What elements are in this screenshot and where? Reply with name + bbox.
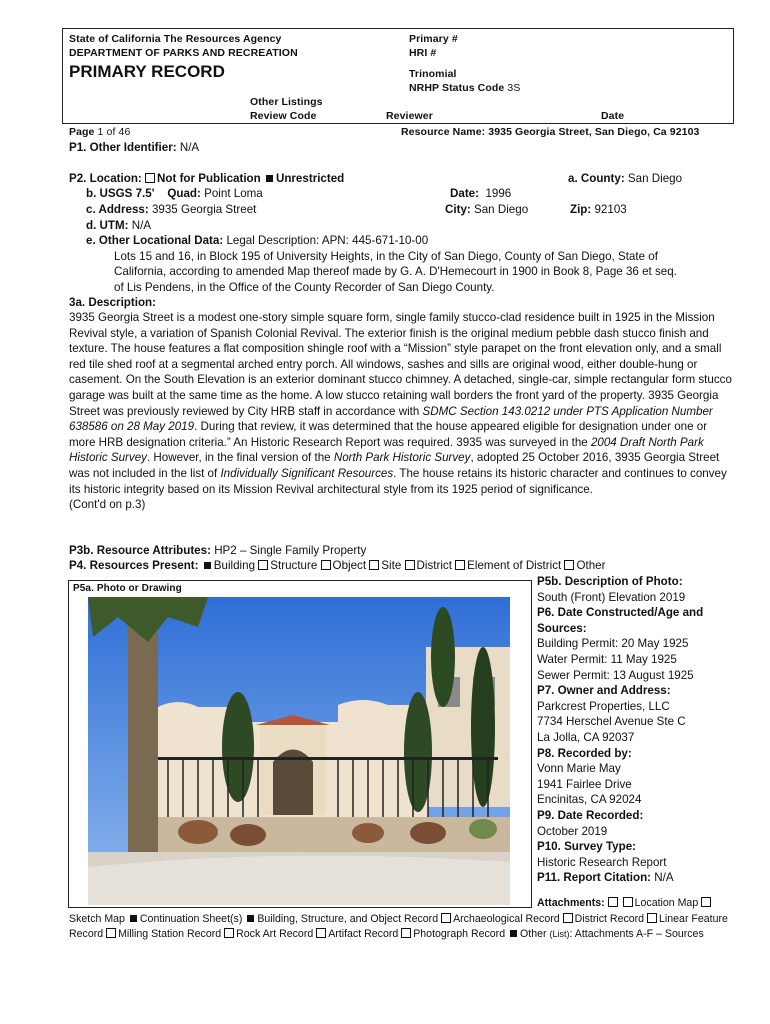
structure-checkbox[interactable]	[258, 560, 268, 570]
attachments-list	[69, 912, 739, 942]
rock-art-option: Rock Art Record	[236, 928, 314, 941]
usgs-date-label: Date:	[450, 187, 479, 200]
other-loc-line-1: Legal Description: APN: 445-671-10-00	[226, 234, 429, 247]
county	[568, 171, 682, 187]
description-label: 3a. Description:	[69, 296, 156, 309]
p6-label-line-1: P6. Date Constructed/Age and	[537, 606, 704, 620]
linear-feature-option: Linear Feature Record	[69, 913, 728, 941]
owner-name: Parkcrest Properties, LLC	[537, 699, 670, 713]
p6-label-line-2: Sources:	[537, 621, 587, 635]
district-option: District	[416, 559, 452, 572]
p11-value: N/A	[654, 871, 674, 885]
page-number: 1	[97, 126, 104, 138]
building-option: Building	[213, 559, 256, 572]
agency-text: State of California The Resources Agency	[69, 33, 282, 45]
photo-label: P5a. Photo or Drawing	[73, 583, 182, 594]
nrhp-status-value: 3S	[507, 82, 521, 94]
linear-feature-checkbox[interactable]	[647, 913, 657, 923]
city-value: San Diego	[474, 203, 529, 216]
description-text-4: , adopted 25 October 2016, 3935 Georgia Street was not included in the list of	[69, 451, 720, 480]
photograph-option: Photograph Record	[413, 928, 506, 941]
other-locational-data	[86, 233, 428, 249]
continuation-option: Continuation Sheet(s)	[139, 913, 243, 925]
owner-street: 7734 Herschel Avenue Ste C	[537, 715, 686, 729]
p11-report-citation	[537, 870, 737, 886]
quad-value: Point Loma	[204, 187, 263, 200]
hri-number-label: HRI #	[409, 47, 437, 59]
structure-option: Structure	[270, 559, 318, 572]
not-for-publication-checkbox[interactable]	[145, 173, 155, 183]
resources-present	[69, 558, 605, 574]
attachments-label: Attachments:	[537, 897, 605, 909]
usgs-label: b. USGS 7.5'	[86, 187, 155, 200]
p1-label: P1. Other Identifier:	[69, 141, 177, 154]
p11-label: P11. Report Citation:	[537, 871, 652, 885]
p5b-label: P5b. Description of Photo:	[537, 575, 683, 588]
unrestricted-checkbox-checked[interactable]	[266, 175, 273, 182]
object-option: Object	[332, 559, 367, 572]
recorder-street: 1941 Fairlee Drive	[537, 777, 632, 791]
zip-value: 92103	[594, 203, 627, 216]
p8-label: P8. Recorded by:	[537, 746, 632, 760]
page-label: Page	[69, 126, 95, 138]
district-record-checkbox[interactable]	[563, 913, 573, 923]
city-label: City:	[445, 203, 471, 216]
house-photo	[88, 597, 510, 905]
county-value: San Diego	[627, 172, 683, 185]
archaeological-option: Archaeological Record	[453, 913, 560, 925]
description-text-2: . During that review, it was determined that the house appeared eligible for designation under one or more HRB designation criteria.” An Historic Research Report was required. 3935 was surveyed in the	[69, 420, 708, 449]
other-record-checkbox-checked[interactable]	[510, 930, 517, 937]
other-loc-line-3: California, according to amended Map thereof made by G. A. D'Hemecourt in 1900 in Book 8, Page 36 et seq.	[114, 265, 677, 278]
address-label: c. Address:	[86, 203, 149, 216]
city	[445, 202, 528, 218]
utm-value: N/A	[131, 219, 152, 232]
p2-location	[69, 171, 344, 187]
p1-value: N/A	[179, 141, 200, 154]
element-of-district-option: Element of District	[467, 559, 562, 572]
milling-station-option: Milling Station Record	[118, 928, 222, 941]
description-paragraph	[69, 310, 735, 513]
department-text: DEPARTMENT OF PARKS AND RECREATION	[69, 47, 298, 59]
location-map-option: Location Map	[634, 897, 699, 909]
district-record-option: District Record	[574, 913, 645, 925]
p9-value: October 2019	[537, 824, 608, 838]
location-map-checkbox[interactable]	[623, 897, 633, 907]
archaeological-checkbox[interactable]	[441, 913, 451, 923]
p9-label: P9. Date Recorded:	[537, 808, 644, 822]
description-text-3: . However, in the final version of the	[146, 451, 334, 465]
other-record-option: Other	[520, 928, 547, 941]
continuation-checkbox-checked[interactable]	[130, 915, 137, 922]
reviewer-label: Reviewer	[386, 110, 433, 122]
recorder-name: Vonn Marie May	[537, 762, 621, 776]
sketch-map-option: Sketch Map	[69, 913, 125, 925]
usgs-date	[450, 186, 511, 202]
site-checkbox[interactable]	[369, 560, 379, 570]
owner-city: La Jolla, CA 92037	[537, 730, 635, 744]
description-italic-4: Individually Significant Resources	[220, 466, 394, 480]
other-option: Other	[576, 559, 606, 572]
usgs-quad	[86, 186, 263, 202]
usgs-date-value: 1996	[485, 187, 512, 200]
building-permit: Building Permit: 20 May 1925	[537, 637, 689, 651]
other-checkbox[interactable]	[564, 560, 574, 570]
other-loc-line-4: of Lis Pendens, in the Office of the County Recorder of San Diego County.	[114, 281, 495, 294]
p7-label: P7. Owner and Address:	[537, 684, 671, 698]
continued-note: (Cont'd on p.3)	[69, 498, 146, 512]
building-checkbox-checked[interactable]	[204, 562, 211, 569]
photograph-checkbox[interactable]	[401, 928, 411, 938]
not-for-publication-label: Not for Publication	[157, 172, 261, 185]
zip	[570, 202, 627, 218]
resources-present-label: P4. Resources Present:	[69, 559, 199, 572]
other-loc-label: e. Other Locational Data:	[86, 234, 224, 247]
description-italic-2: 2004 Draft North Park Historic Survey	[69, 435, 704, 465]
review-code-label: Review Code	[250, 110, 317, 122]
sketch-map-checkbox[interactable]	[701, 897, 711, 907]
recorder-city: Encinitas, CA 92024	[537, 793, 642, 807]
address	[86, 202, 256, 218]
date-label: Date	[601, 110, 625, 122]
list-note: (List)	[549, 929, 570, 940]
quad-label: Quad:	[167, 187, 201, 200]
bso-option: Building, Structure, and Object Record	[257, 913, 439, 925]
page-indicator	[69, 126, 130, 138]
description-italic-1: SDMC Section 143.0212 under PTS Application Number 638586 on 28 May 2019	[69, 404, 713, 434]
other-listings-label: Other Listings	[250, 96, 323, 108]
site-option: Site	[381, 559, 402, 572]
object-checkbox[interactable]	[321, 560, 331, 570]
address-value: 3935 Georgia Street	[151, 203, 257, 216]
description-text-5: . The house retains its historic character and continues to convey its historic integrity based on its Mission Revival architectural style from its 1925 period of significance.	[69, 466, 727, 496]
sewer-permit: Sewer Permit: 13 August 1925	[537, 668, 694, 682]
zip-label: Zip:	[570, 203, 592, 216]
milling-station-checkbox[interactable]	[106, 928, 116, 938]
description-italic-3: North Park Historic Survey	[333, 451, 471, 465]
resource-attributes	[69, 543, 366, 559]
artifact-option: Artifact Record	[328, 928, 399, 941]
other-loc-line-2: Lots 15 and 16, in Block 195 of University Heights, in the City of San Diego, County of San Diego, State of	[114, 250, 658, 263]
trinomial-label: Trinomial	[409, 68, 457, 80]
county-label: a. County:	[568, 172, 625, 185]
attachments-checkbox[interactable]	[608, 897, 618, 907]
water-permit: Water Permit: 11 May 1925	[537, 652, 677, 666]
p10-value: Historic Research Report	[537, 855, 667, 869]
nrhp-status-label: NRHP Status Code	[409, 82, 505, 94]
p5b-value: South (Front) Elevation 2019	[537, 590, 686, 604]
bso-checkbox-checked[interactable]	[247, 915, 254, 922]
attachments-line	[537, 897, 713, 909]
page-total: 46	[118, 126, 131, 138]
district-checkbox[interactable]	[405, 560, 415, 570]
primary-number-label: Primary #	[409, 33, 458, 45]
utm	[86, 218, 151, 234]
nrhp-status	[409, 82, 520, 94]
element-of-district-checkbox[interactable]	[455, 560, 465, 570]
p2-label: P2. Location:	[69, 172, 142, 185]
p1-other-identifier	[69, 140, 199, 156]
resource-name: Resource Name: 3935 Georgia Street, San Diego, Ca 92103	[401, 126, 700, 138]
rock-art-checkbox[interactable]	[224, 928, 234, 938]
p10-label: P10. Survey Type:	[537, 840, 637, 854]
artifact-checkbox[interactable]	[316, 928, 326, 938]
resource-attributes-value: HP2 – Single Family Property	[214, 544, 367, 557]
form-title: PRIMARY RECORD	[69, 62, 225, 81]
description-text-1: 3935 Georgia Street is a modest one-story simple square form, single family stucco-clad residence built in 1925 in the Mission Revival style, a variation of Spanish Colonial Revival. The exterior finish is the original medium pebble dash stucco finish and texture. The house features a flat composition shingle roof with a “Mission” style parapet on the front elevation only, and a small red tile shed roof at a segmental arched entry porch. All windows, sashes and sills are original wood, either double-hung or casement. On the South Elevation is an exterior dominant stucco chimney. A detached, single-car, simple rectangular form stucco garage was built at the same time as the home. A low stucco retaining wall borders the front yard of the property. 3935 Georgia Street was previously reviewed by City HRB staff in accordance with	[69, 311, 732, 418]
resource-attributes-label: P3b. Resource Attributes:	[69, 544, 211, 557]
utm-label: d. UTM:	[86, 219, 129, 232]
page-of: of	[106, 126, 116, 138]
other-record-value: : Attachments A-F – Sources	[569, 928, 704, 941]
unrestricted-label: Unrestricted	[275, 172, 345, 185]
right-column	[537, 574, 737, 886]
